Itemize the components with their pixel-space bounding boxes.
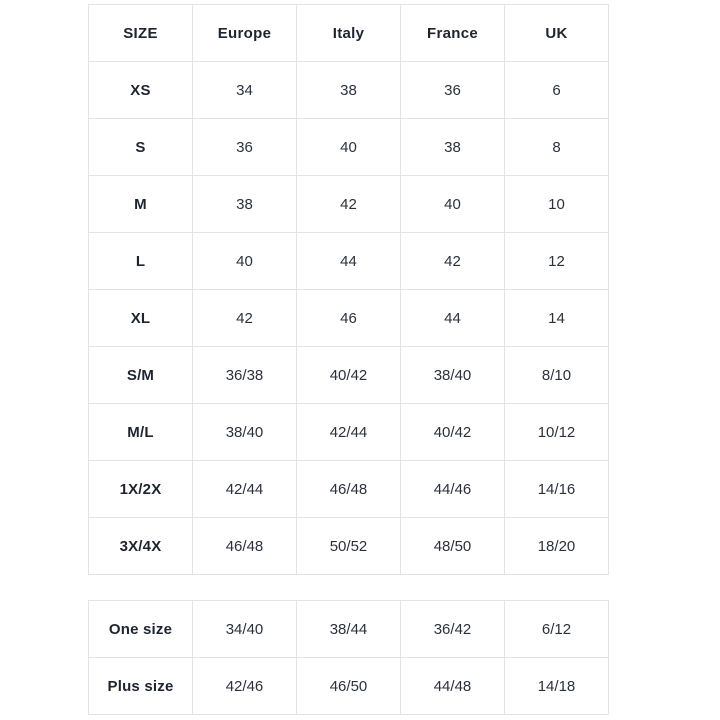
main-size-table-container	[88, 4, 608, 575]
cell-europe: 42/44	[193, 461, 297, 518]
cell-italy: 40/42	[297, 347, 401, 404]
table-row	[89, 290, 609, 347]
cell-france: 36	[401, 62, 505, 119]
row-label: L	[89, 233, 193, 290]
table-row	[89, 658, 609, 715]
secondary-size-table-body	[89, 601, 609, 715]
cell-italy: 42/44	[297, 404, 401, 461]
table-row	[89, 347, 609, 404]
table-row	[89, 601, 609, 658]
column-header-uk: UK	[505, 5, 609, 62]
cell-uk: 12	[505, 233, 609, 290]
table-row	[89, 518, 609, 575]
row-label: One size	[89, 601, 193, 658]
secondary-size-table-container	[88, 600, 608, 715]
column-header-france: France	[401, 5, 505, 62]
cell-uk: 18/20	[505, 518, 609, 575]
table-row	[89, 62, 609, 119]
cell-uk: 6/12	[505, 601, 609, 658]
cell-uk: 14	[505, 290, 609, 347]
row-label: XL	[89, 290, 193, 347]
cell-uk: 8/10	[505, 347, 609, 404]
row-label: M/L	[89, 404, 193, 461]
cell-europe: 36/38	[193, 347, 297, 404]
main-size-table	[88, 4, 609, 575]
cell-france: 40/42	[401, 404, 505, 461]
cell-europe: 34	[193, 62, 297, 119]
cell-uk: 10	[505, 176, 609, 233]
cell-france: 36/42	[401, 601, 505, 658]
cell-italy: 46/50	[297, 658, 401, 715]
cell-italy: 40	[297, 119, 401, 176]
table-row	[89, 404, 609, 461]
column-header-europe: Europe	[193, 5, 297, 62]
secondary-size-table	[88, 600, 609, 715]
cell-europe: 42	[193, 290, 297, 347]
column-header-size: SIZE	[89, 5, 193, 62]
cell-italy: 42	[297, 176, 401, 233]
row-label: Plus size	[89, 658, 193, 715]
cell-france: 38	[401, 119, 505, 176]
row-label: S/M	[89, 347, 193, 404]
cell-europe: 38	[193, 176, 297, 233]
cell-france: 44/48	[401, 658, 505, 715]
table-row	[89, 119, 609, 176]
cell-france: 44/46	[401, 461, 505, 518]
table-row	[89, 176, 609, 233]
cell-italy: 50/52	[297, 518, 401, 575]
cell-france: 40	[401, 176, 505, 233]
main-size-table-head	[89, 5, 609, 62]
cell-uk: 14/16	[505, 461, 609, 518]
cell-uk: 10/12	[505, 404, 609, 461]
cell-europe: 42/46	[193, 658, 297, 715]
cell-europe: 34/40	[193, 601, 297, 658]
row-label: S	[89, 119, 193, 176]
cell-italy: 38	[297, 62, 401, 119]
cell-france: 44	[401, 290, 505, 347]
column-header-italy: Italy	[297, 5, 401, 62]
cell-uk: 14/18	[505, 658, 609, 715]
cell-france: 42	[401, 233, 505, 290]
cell-france: 48/50	[401, 518, 505, 575]
cell-italy: 44	[297, 233, 401, 290]
table-row	[89, 233, 609, 290]
cell-uk: 8	[505, 119, 609, 176]
cell-europe: 38/40	[193, 404, 297, 461]
cell-europe: 36	[193, 119, 297, 176]
cell-uk: 6	[505, 62, 609, 119]
cell-italy: 46/48	[297, 461, 401, 518]
cell-europe: 46/48	[193, 518, 297, 575]
table-header-row	[89, 5, 609, 62]
main-size-table-body	[89, 62, 609, 575]
row-label: XS	[89, 62, 193, 119]
cell-europe: 40	[193, 233, 297, 290]
row-label: 1X/2X	[89, 461, 193, 518]
cell-france: 38/40	[401, 347, 505, 404]
row-label: M	[89, 176, 193, 233]
cell-italy: 38/44	[297, 601, 401, 658]
table-row	[89, 461, 609, 518]
cell-italy: 46	[297, 290, 401, 347]
row-label: 3X/4X	[89, 518, 193, 575]
